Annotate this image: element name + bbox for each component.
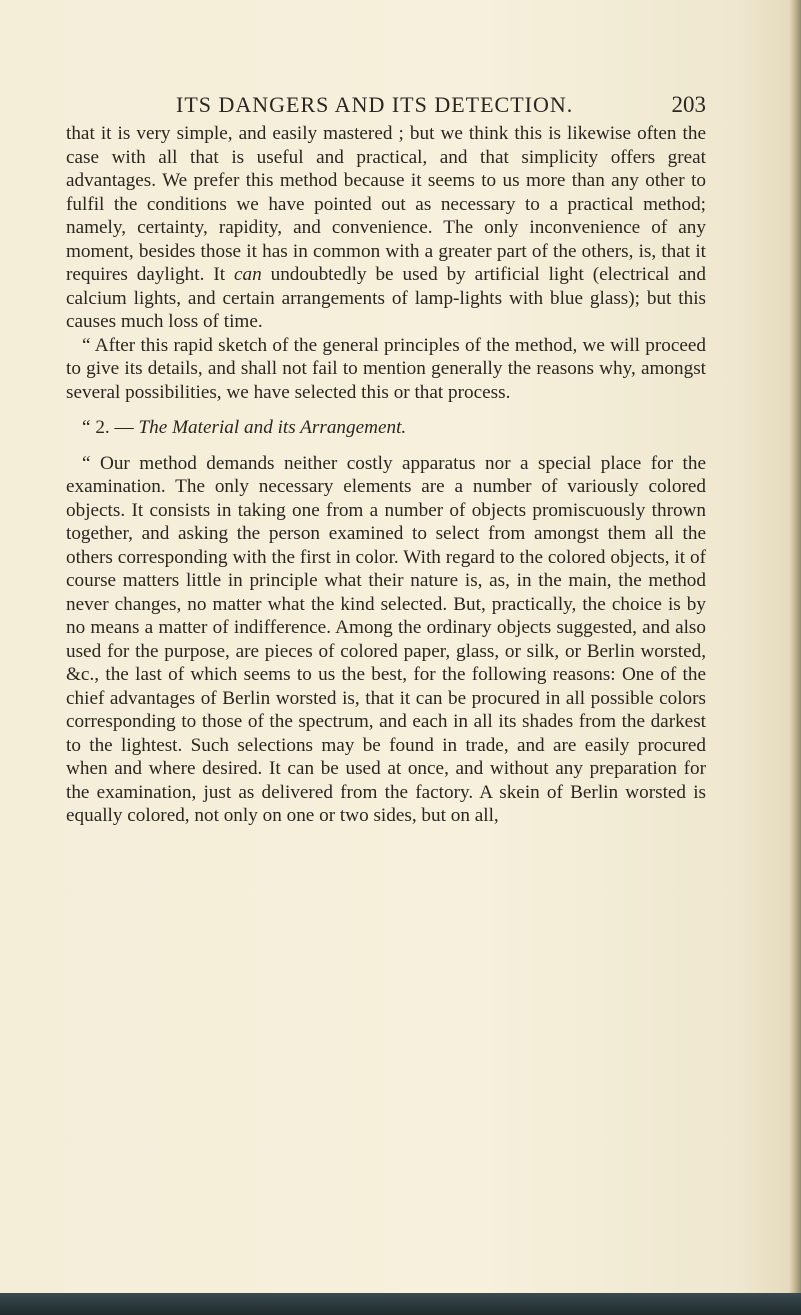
- page-bottom-edge: [0, 1293, 801, 1315]
- body-text: [66, 122, 706, 828]
- paragraph-1-text-a: that it is very simple, and easily mastered ; but we think this is likewise often the case with all that is useful and practical, and that simplicity offers great advantages. We prefer this method because it seems to us more than any other to fulfil the conditions we have pointed out as necessary to a practical method; namely, certainty, rapidity, and convenience. The only inconvenience of any moment, besides those it has in common with a greater part of the others, is, that it requires daylight. It: [66, 123, 706, 285]
- section-number: “ 2. —: [82, 417, 139, 438]
- paragraph-1-text-b: undoubtedly be used by artificial light (electrical and calcium lights, and certain arrangements of lamp-lights with blue glass); but this causes much loss of time.: [66, 264, 706, 332]
- paragraph-1: [66, 122, 706, 334]
- paragraph-3: “ Our method demands neither costly apparatus nor a special place for the examination. The only necessary elements are a number of variously colored objects. It consists in taking one from a number of objects promiscuously thrown together, and asking the person examined to select from amongst them all the others corresponding with the first in color. With regard to the colored objects, it of course matters little in principle what their nature is, as, in the main, the method never changes, no matter what the kind selected. But, practically, the choice is by no means a matter of indifference. Among the ordinary objects suggested, and also used for the purpose, are pieces of colored paper, glass, or silk, or Berlin worsted, &c., the last of which seems to us the best, for the following reasons: One of the chief advantages of Berlin worsted is, that it can be procured in all possible colors corresponding to those of the spectrum, and each in all its shades from the darkest to the lightest. Such selections may be found in trade, and are easily procured when and where desired. It can be used at once, and without any preparation for the examination, just as delivered from the factory. A skein of Berlin worsted is equally colored, not only on one or two sides, but on all,: [66, 452, 706, 826]
- section-heading: [66, 416, 706, 440]
- paragraph-1-emphasis: can: [233, 264, 262, 285]
- paragraph-2: “ After this rapid sketch of the general principles of the method, we will proceed to give its details, and shall not fail to mention generally the reasons why, amongst several possibilities, we have selected this or that process.: [66, 334, 706, 403]
- page-edge-shadow: [789, 0, 801, 1315]
- section-title: The Material and its Arrangement.: [138, 417, 407, 438]
- page-number: 203: [671, 92, 706, 117]
- running-head: ITS DANGERS AND ITS DETECTION.: [176, 92, 574, 117]
- page-header: [176, 92, 706, 118]
